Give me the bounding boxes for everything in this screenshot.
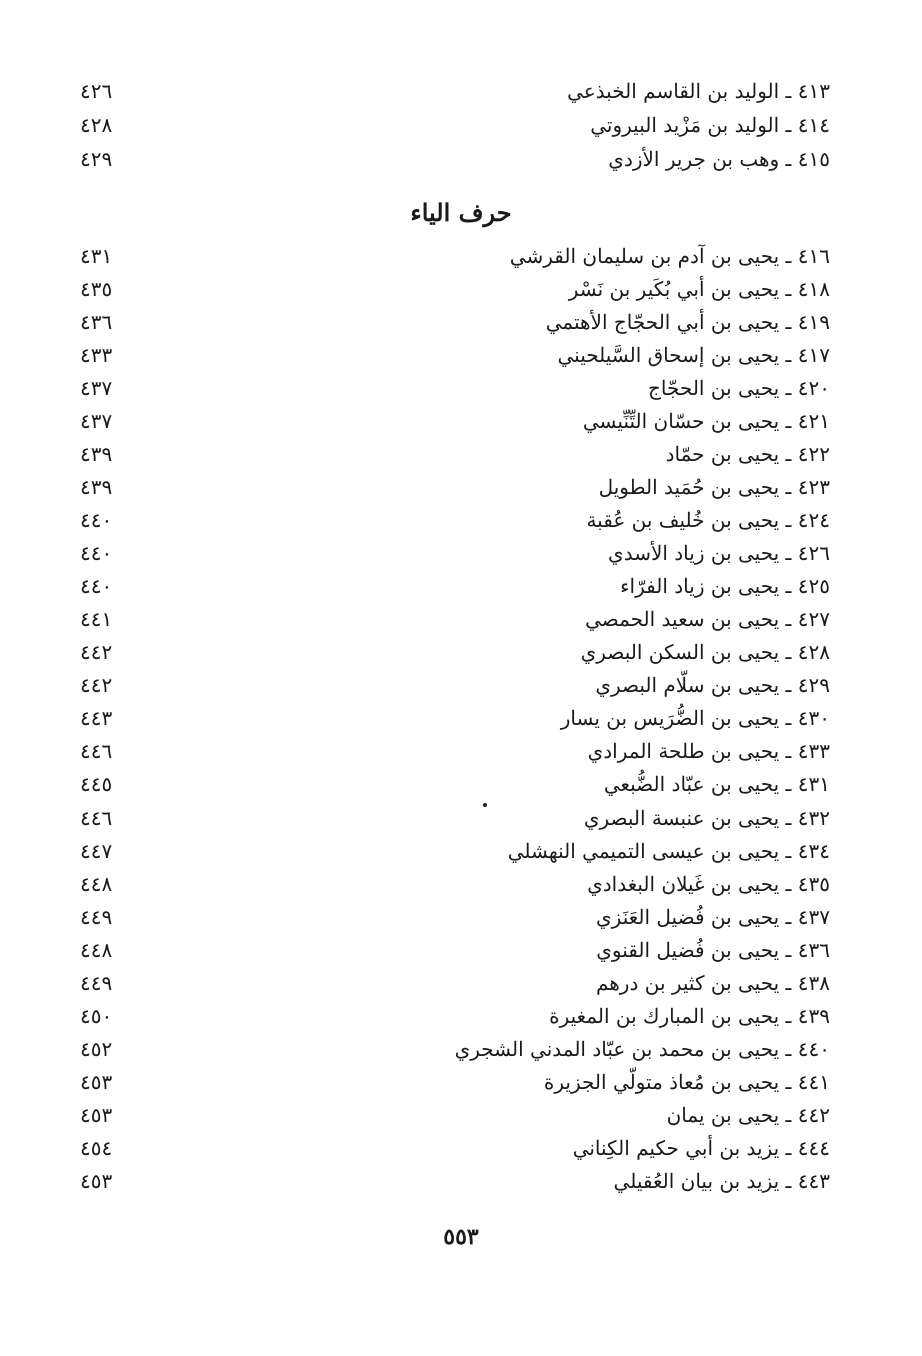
entry-name: ٤٢٤ ـ يحيى بن خُليف بن عُقبة [586,508,830,532]
index-row [80,109,830,142]
entry-name: ٤٢٣ ـ يحيى بن حُمَيد الطويل [598,475,830,499]
index-row [80,504,830,537]
entry-name: ٤١٥ ـ وهب بن جرير الأزدي [608,147,830,171]
entry-name: ٤٤٠ ـ يحيى بن محمد بن عبّاد المدني الشجري [454,1037,830,1061]
entry-page-number: ٤٥٣ [80,1070,113,1094]
index-row [80,1033,830,1066]
entry-page-number: ٤٤٦ [80,806,113,830]
index-row [80,669,830,702]
page-folio-number: ٥٥٣ [443,1224,479,1250]
index-row [80,868,830,901]
entry-page-number: ٤٥٣ [80,1169,113,1193]
index-row [80,570,830,603]
index-row [80,143,830,176]
entry-name: ٤٢٨ ـ يحيى بن السكن البصري [580,640,830,664]
entry-page-number: ٤٤٠ [80,574,113,598]
entry-name: ٤٣٢ ـ يحيى بن عنبسة البصري [583,806,830,830]
entry-page-number: ٤٤٨ [80,872,113,896]
entry-name: ٤١٩ ـ يحيى بن أبي الحجّاج الأهتمي [545,310,830,334]
index-row [80,967,830,1000]
entry-name: ٤٣٦ ـ يحيى بن فُضيل القنوي [596,938,830,962]
entry-page-number: ٤٤٩ [80,905,113,929]
index-row [80,835,830,868]
entry-page-number: ٤٣٦ [80,310,113,334]
entry-page-number: ٤٥٣ [80,1103,113,1127]
index-row [80,339,830,372]
entry-name: ٤٢٦ ـ يحيى بن زياد الأسدي [608,541,830,565]
index-row [80,1000,830,1033]
entry-name: ٤٢٢ ـ يحيى بن حمّاد [665,442,830,466]
entry-name: ٤٤١ ـ يحيى بن مُعاذ متولّي الجزيرة [543,1070,830,1094]
index-row [80,1132,830,1165]
index-row [80,471,830,504]
entry-name: ٤٢٧ ـ يحيى بن سعيد الحمصي [585,607,830,631]
entry-page-number: ٤٢٨ [80,113,113,137]
entry-page-number: ٤٤٦ [80,739,113,763]
entry-page-number: ٤٤٩ [80,971,113,995]
entry-page-number: ٤٥٠ [80,1004,113,1028]
entry-name: ٤٤٣ ـ يزيد بن بيان العُقيلي [613,1169,830,1193]
index-row [80,802,830,835]
index-row [80,537,830,570]
entry-name: ٤١٦ ـ يحيى بن آدم بن سليمان القرشي [509,244,830,268]
entry-page-number: ٤٣٩ [80,442,113,466]
entry-page-number: ٤٤٠ [80,541,113,565]
index-row [80,934,830,967]
entry-page-number: ٤٣٣ [80,343,113,367]
section-heading: حرف الياء [410,198,512,227]
entry-page-number: ٤٤٥ [80,772,113,796]
entry-name: ٤١٣ ـ الوليد بن القاسم الخبذعي [567,79,830,103]
entry-page-number: ٤٣٩ [80,475,113,499]
index-row [80,240,830,273]
index-row [80,1165,830,1198]
index-row [80,702,830,735]
entry-page-number: ٤٥٢ [80,1037,113,1061]
entry-page-number: ٤٥٤ [80,1136,113,1160]
entry-name: ٤٣٤ ـ يحيى بن عيسى التميمي النهشلي [507,839,830,863]
entry-name: ٤٢١ ـ يحيى بن حسّان التِّنِّيسي [582,409,830,433]
entry-page-number: ٤٤٧ [80,839,113,863]
index-row [80,603,830,636]
entry-name: ٤٣٥ ـ يحيى بن غَيلان البغدادي [587,872,830,896]
entry-page-number: ٤٢٩ [80,147,113,171]
index-row [80,1066,830,1099]
entry-name: ٤١٤ ـ الوليد بن مَزْيد البيروتي [590,113,830,137]
entry-page-number: ٤٣٧ [80,409,113,433]
entry-page-number: ٤٤٠ [80,508,113,532]
entry-name: ٤٣٠ ـ يحيى بن الضُّرَيس بن يسار [560,706,830,730]
index-row [80,75,830,108]
entry-page-number: ٤٤٢ [80,640,113,664]
index-row [80,636,830,669]
print-speck [483,803,487,807]
entry-page-number: ٤٢٦ [80,79,113,103]
entry-name: ٤٤٢ ـ يحيى بن يمان [666,1103,830,1127]
entry-name: ٤٤٤ ـ يزيد بن أبي حكيم الكِناني [572,1136,830,1160]
entry-name: ٤٢٥ ـ يحيى بن زياد الفرّاء [620,574,830,598]
entry-name: ٤١٧ ـ يحيى بن إسحاق السَّيلحيني [557,343,830,367]
index-row [80,306,830,339]
index-row [80,735,830,768]
entry-name: ٤٣٩ ـ يحيى بن المبارك بن المغيرة [549,1004,830,1028]
index-row [80,1099,830,1132]
entry-name: ٤٣٣ ـ يحيى بن طلحة المرادي [587,739,830,763]
entry-name: ٤٢٠ ـ يحيى بن الحجّاج [648,376,830,400]
entry-name: ٤٢٩ ـ يحيى بن سلّام البصري [595,673,830,697]
index-row [80,438,830,471]
index-row [80,901,830,934]
entry-page-number: ٤٤٨ [80,938,113,962]
entry-name: ٤٣١ ـ يحيى بن عبّاد الضُّبعي [603,772,830,796]
entry-name: ٤١٨ ـ يحيى بن أبي بُكَير بن نَسْر [568,277,830,301]
entry-name: ٤٣٨ ـ يحيى بن كثير بن درهم [595,971,830,995]
index-row [80,372,830,405]
entry-name: ٤٣٧ ـ يحيى بن فُضيل العَنَزي [596,905,830,929]
entry-page-number: ٤٣٥ [80,277,113,301]
entry-page-number: ٤٤١ [80,607,113,631]
entry-page-number: ٤٤٢ [80,673,113,697]
index-row [80,273,830,306]
index-row [80,768,830,801]
entry-page-number: ٤٣٧ [80,376,113,400]
index-row [80,405,830,438]
entry-page-number: ٤٤٣ [80,706,113,730]
entry-page-number: ٤٣١ [80,244,113,268]
